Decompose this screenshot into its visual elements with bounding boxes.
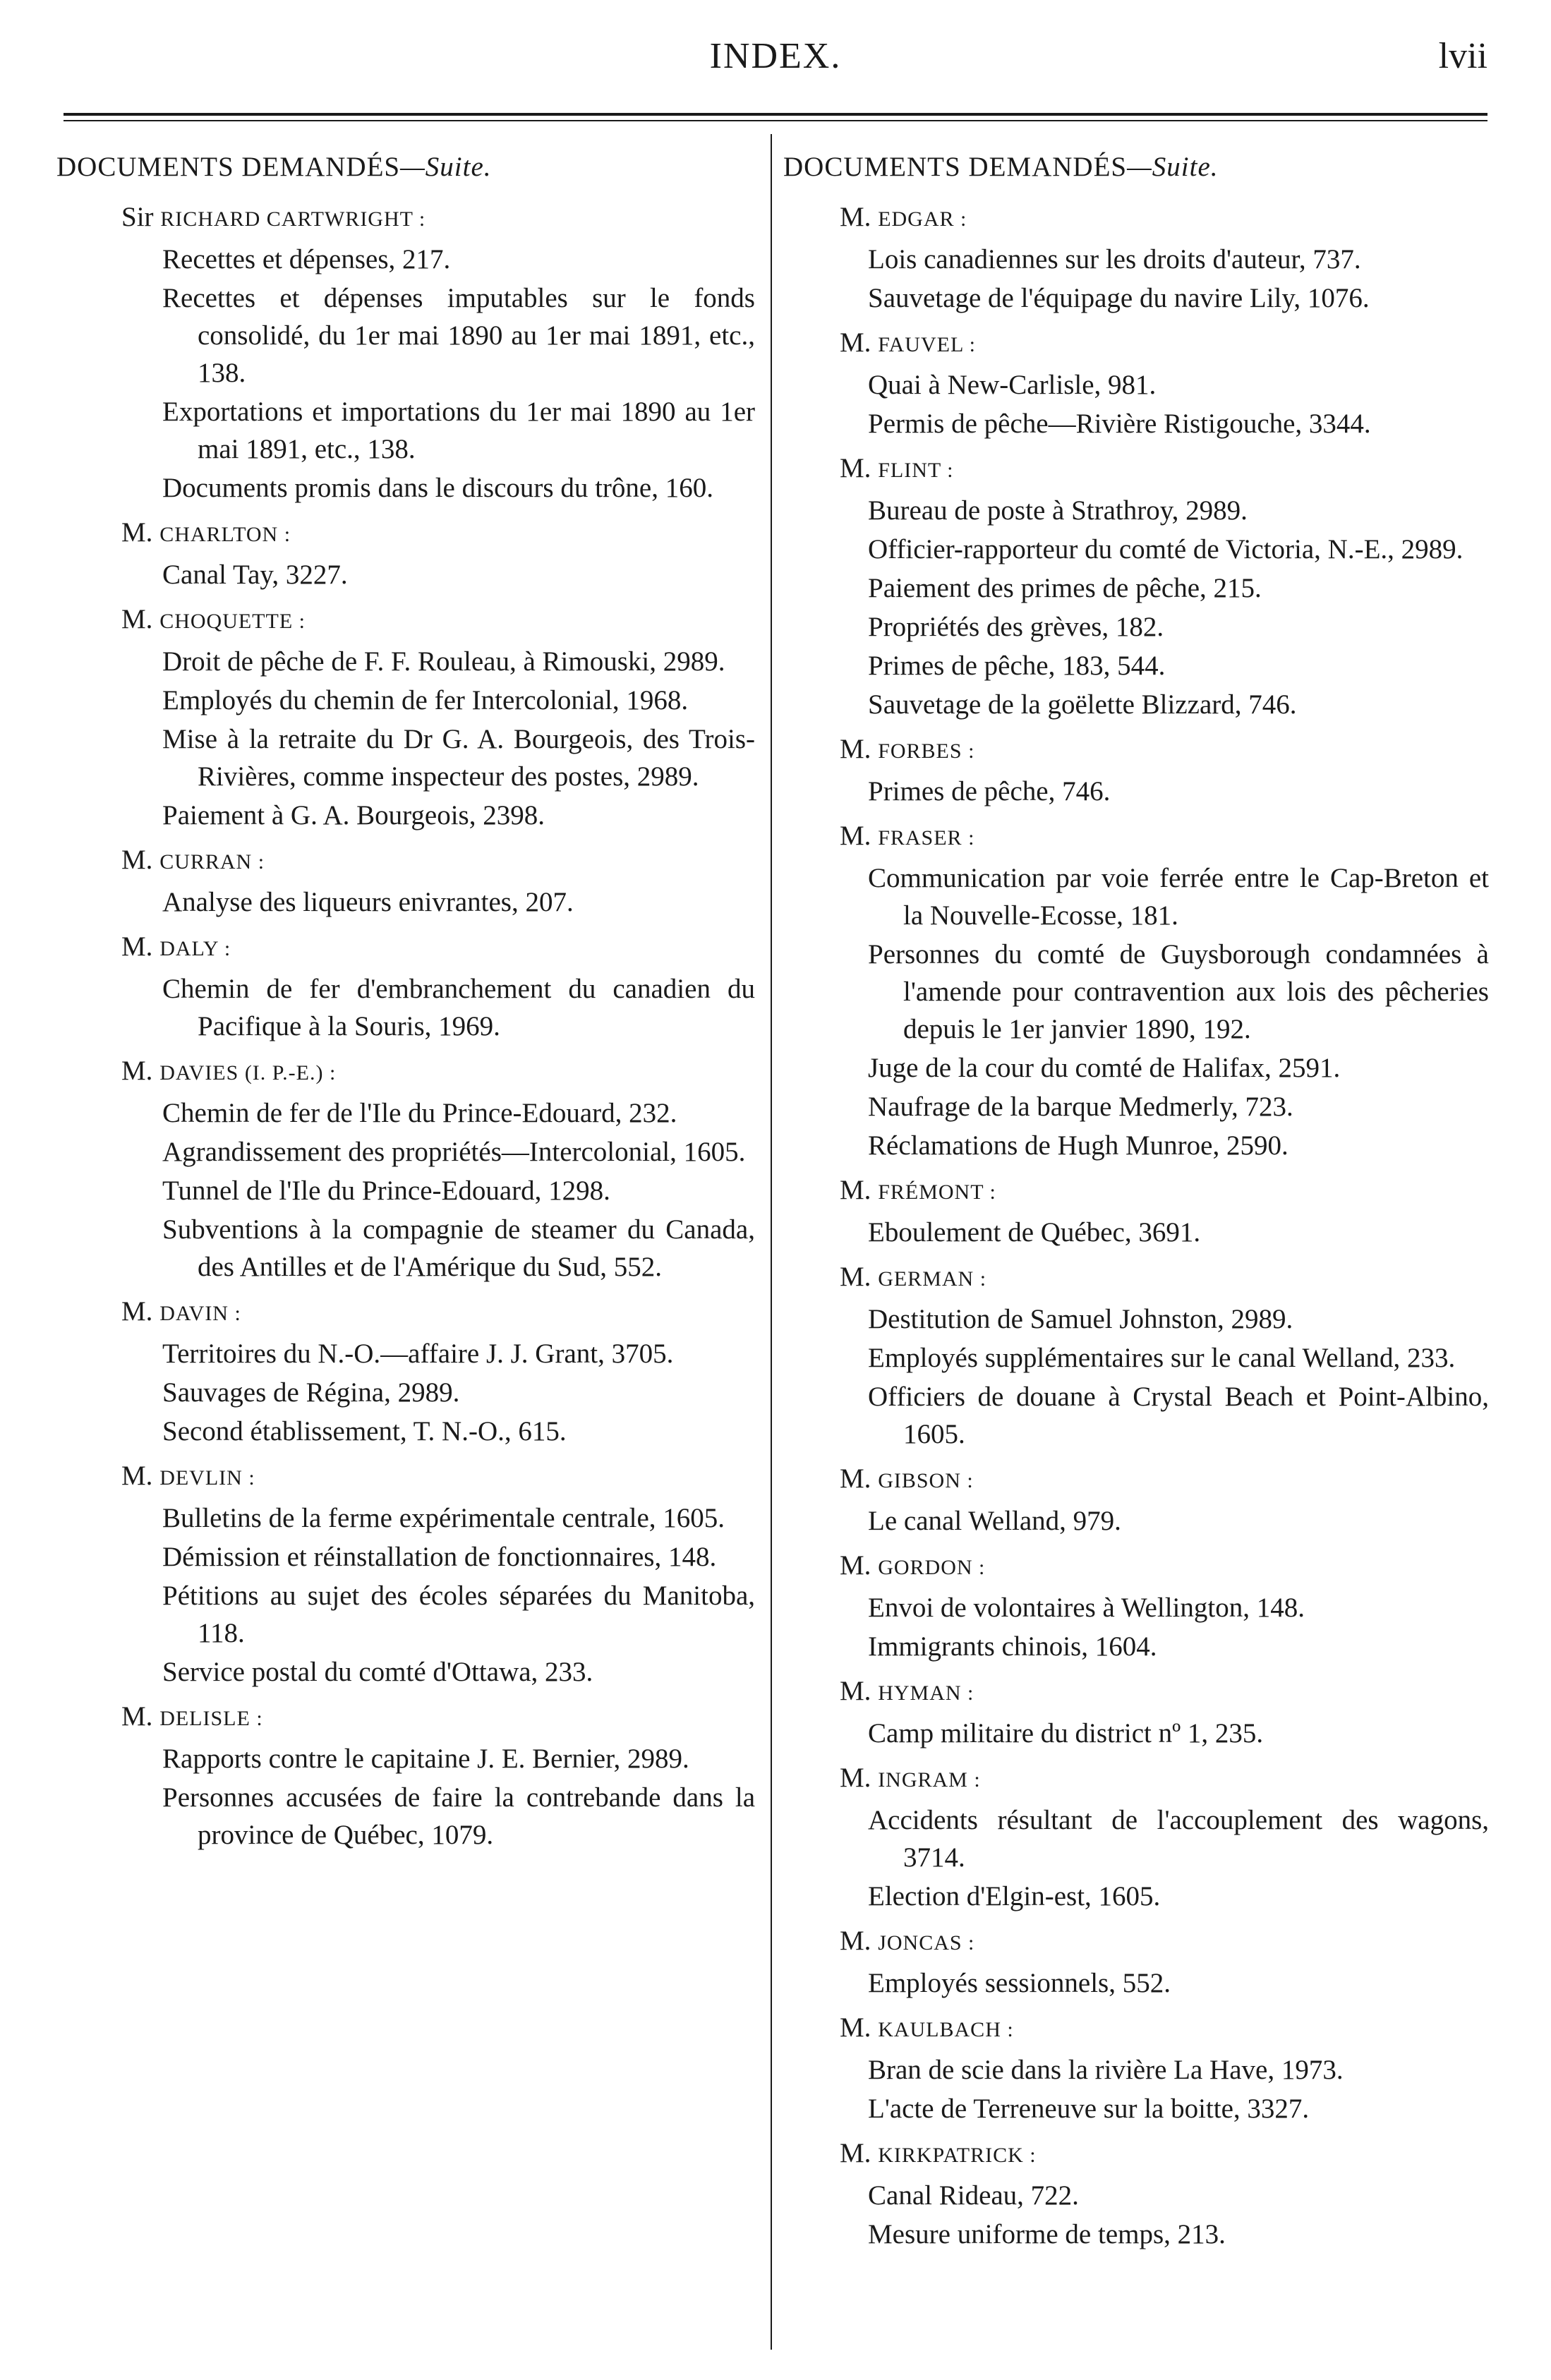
index-member: [783, 2009, 1489, 2127]
page-title: INDEX.: [709, 36, 842, 76]
member-surname: GORDON :: [878, 1556, 986, 1579]
index-entry: Documents promis dans le discours du trône, 160.: [162, 473, 713, 503]
member-list: [783, 198, 1489, 2253]
index-entry: Bran de scie dans la rivière La Have, 1973.: [868, 2055, 1344, 2085]
member-title: M.: [840, 1463, 871, 1494]
member-list: [56, 198, 755, 1854]
index-entry: Mise à la retraite du Dr G. A. Bourgeois, des Trois-Rivières, comme inspecteur des postes, 2989.: [162, 724, 755, 792]
index-entry: Bulletins de la ferme expérimentale centrale, 1605.: [162, 1503, 725, 1533]
member-title: M.: [121, 604, 153, 634]
index-entry: Le canal Welland, 979.: [868, 1506, 1121, 1536]
member-surname: DAVIES (I. P.-E.) :: [159, 1061, 337, 1085]
member-title: M.: [840, 2138, 871, 2168]
member-title: M.: [840, 202, 871, 232]
index-entry: Subventions à la compagnie de steamer du Canada, des Antilles et de l'Amérique du Sud, 552.: [162, 1214, 755, 1282]
index-entry: Paiement à G. A. Bourgeois, 2398.: [162, 800, 545, 830]
index-entry: Employés sessionnels, 552.: [868, 1968, 1171, 1998]
index-entry: Service postal du comté d'Ottawa, 233.: [162, 1657, 593, 1687]
column-divider: [771, 134, 772, 2350]
index-member: [56, 1457, 755, 1691]
member-name: [783, 449, 1489, 489]
member-surname: KAULBACH :: [878, 2018, 1014, 2041]
member-surname: FLINT :: [878, 459, 954, 482]
index-entry: Canal Tay, 3227.: [162, 560, 348, 590]
index-entry: Accidents résultant de l'accouplement des wagons, 3714.: [868, 1805, 1489, 1873]
index-entry: Droit de pêche de F. F. Rouleau, à Rimouski, 2989.: [162, 646, 725, 677]
index-entry: Immigrants chinois, 1604.: [868, 1631, 1157, 1662]
member-surname: DELISLE :: [159, 1707, 263, 1730]
index-member: [56, 1293, 755, 1450]
member-title: M.: [121, 845, 153, 875]
member-title: M.: [840, 1175, 871, 1205]
member-title: M.: [840, 2012, 871, 2043]
index-entry: Analyse des liqueurs enivrantes, 207.: [162, 887, 574, 917]
member-name: [783, 324, 1489, 363]
member-title: M.: [121, 931, 153, 962]
index-member: [783, 449, 1489, 723]
index-member: [783, 1759, 1489, 1915]
header-rule-thin: [64, 120, 1487, 121]
index-member: [56, 841, 755, 921]
member-title: M.: [840, 1676, 871, 1706]
member-title: M.: [840, 1262, 871, 1292]
index-member: [783, 1672, 1489, 1752]
index-entry: Naufrage de la barque Medmerly, 723.: [868, 1092, 1293, 1122]
index-entry: Chemin de fer de l'Ile du Prince-Edouard, 232.: [162, 1098, 677, 1128]
index-entry: Lois canadiennes sur les droits d'auteur, 737.: [868, 244, 1361, 274]
member-surname: CHOQUETTE :: [159, 610, 306, 633]
member-surname: DEVLIN :: [159, 1466, 255, 1490]
index-entry: Recettes et dépenses imputables sur le fonds consolidé, du 1er mai 1890 au 1er mai 1891, etc., 138.: [162, 283, 755, 388]
index-entry: Tunnel de l'Ile du Prince-Edouard, 1298.: [162, 1176, 610, 1206]
member-surname: FRASER :: [878, 826, 975, 850]
index-member: [783, 730, 1489, 810]
index-entry: L'acte de Terreneuve sur la boitte, 3327.: [868, 2094, 1310, 2124]
member-surname: HYMAN :: [878, 1681, 974, 1705]
index-member: [783, 1922, 1489, 2002]
index-entry: Démission et réinstallation de fonctionnaires, 148.: [162, 1542, 717, 1572]
index-entry: Primes de pêche, 183, 544.: [868, 651, 1166, 681]
index-member: [56, 1052, 755, 1286]
member-title: M.: [121, 1461, 153, 1491]
index-entry: Second établissement, T. N.-O., 615.: [162, 1416, 567, 1446]
index-entry: Sauvetage de la goëlette Blizzard, 746.: [868, 689, 1297, 720]
member-name: [783, 1460, 1489, 1499]
member-name: [56, 600, 755, 640]
index-entry: Election d'Elgin-est, 1605.: [868, 1881, 1161, 1911]
index-member: [783, 198, 1489, 317]
member-surname: EDGAR :: [878, 207, 967, 231]
member-surname: DALY :: [159, 937, 231, 960]
member-title: M.: [840, 453, 871, 483]
index-entry: Chemin de fer d'embranchement du canadien du Pacifique à la Souris, 1969.: [162, 974, 755, 1041]
member-surname: FRÉMONT :: [878, 1180, 996, 1204]
member-name: [56, 1698, 755, 1737]
index-entry: Territoires du N.-O.—affaire J. J. Grant, 3705.: [162, 1339, 674, 1369]
index-entry: Sauvages de Régina, 2989.: [162, 1377, 460, 1408]
member-name: [56, 1052, 755, 1092]
member-name: [783, 730, 1489, 770]
index-entry: Exportations et importations du 1er mai 1890 au 1er mai 1891, etc., 138.: [162, 397, 755, 464]
index-member: [783, 2134, 1489, 2253]
member-name: [56, 198, 755, 238]
index-entry: Destitution de Samuel Johnston, 2989.: [868, 1304, 1293, 1334]
member-name: [783, 2009, 1489, 2048]
member-name: [56, 841, 755, 881]
index-member: [56, 1698, 755, 1854]
member-surname: GIBSON :: [878, 1469, 974, 1492]
member-title: M.: [840, 1550, 871, 1581]
index-entry: Sauvetage de l'équipage du navire Lily, 1076.: [868, 283, 1370, 313]
index-entry: Employés supplémentaires sur le canal Welland, 233.: [868, 1343, 1456, 1373]
index-entry: Eboulement de Québec, 3691.: [868, 1217, 1201, 1248]
index-member: [56, 600, 755, 834]
member-name: [56, 928, 755, 967]
index-entry: Agrandissement des propriétés—Intercolonial, 1605.: [162, 1137, 746, 1167]
member-surname: CHARLTON :: [159, 523, 291, 546]
member-surname: FAUVEL :: [878, 333, 977, 356]
index-entry: Juge de la cour du comté de Halifax, 2591.: [868, 1053, 1341, 1083]
member-surname: INGRAM :: [878, 1768, 981, 1792]
member-name: [783, 1171, 1489, 1211]
section-heading-text: DOCUMENTS DEMANDÉS: [56, 152, 401, 182]
index-member: [783, 817, 1489, 1164]
member-name: [783, 1922, 1489, 1962]
member-surname: JONCAS :: [878, 1931, 975, 1955]
member-title: M.: [121, 1056, 153, 1086]
index-entry: Propriétés des grèves, 182.: [868, 612, 1164, 642]
index-member: [783, 1171, 1489, 1251]
member-title: M.: [840, 1926, 871, 1956]
index-entry: Permis de pêche—Rivière Ristigouche, 3344.: [868, 409, 1371, 439]
member-surname: CURRAN :: [159, 850, 265, 874]
index-entry: Rapports contre le capitaine J. E. Bernier, 2989.: [162, 1744, 689, 1774]
member-surname: KIRKPATRICK :: [878, 2144, 1037, 2167]
member-name: [56, 1457, 755, 1497]
member-name: [783, 1672, 1489, 1712]
index-member: [783, 1547, 1489, 1665]
left-column: [56, 148, 755, 1855]
section-heading: [783, 148, 1489, 186]
member-title: M.: [121, 1296, 153, 1327]
member-title: M.: [840, 821, 871, 851]
section-heading-text: DOCUMENTS DEMANDÉS: [783, 152, 1128, 182]
member-name: [56, 514, 755, 553]
index-entry: Pétitions au sujet des écoles séparées du Manitoba, 118.: [162, 1581, 755, 1648]
running-head: [64, 14, 1487, 85]
index-entry: Quai à New-Carlisle, 981.: [868, 370, 1157, 400]
member-name: [56, 1293, 755, 1332]
member-name: [783, 1547, 1489, 1586]
index-entry: Envoi de volontaires à Wellington, 148.: [868, 1593, 1305, 1623]
section-heading: [56, 148, 755, 186]
index-entry: Officiers de douane à Crystal Beach et Point-Albino, 1605.: [868, 1382, 1489, 1449]
index-member: [783, 1258, 1489, 1453]
index-entry: Officier-rapporteur du comté de Victoria, N.-E., 2989.: [868, 534, 1464, 564]
index-entry: Employés du chemin de fer Intercolonial, 1968.: [162, 685, 689, 715]
member-surname: DAVIN :: [159, 1302, 241, 1325]
member-title: M.: [121, 517, 153, 548]
member-surname: GERMAN :: [878, 1267, 987, 1291]
member-title: Sir: [121, 202, 154, 232]
header-rule-thick: [64, 113, 1487, 116]
member-name: [783, 1759, 1489, 1799]
index-entry: Primes de pêche, 746.: [868, 776, 1111, 807]
member-name: [783, 1258, 1489, 1298]
index-entry: Personnes accusées de faire la contrebande dans la province de Québec, 1079.: [162, 1782, 755, 1850]
index-member: [783, 324, 1489, 442]
member-name: [783, 198, 1489, 238]
section-heading-suffix: —Suite.: [400, 152, 492, 182]
index-member: [56, 928, 755, 1045]
index-entry: Recettes et dépenses, 217.: [162, 244, 451, 274]
member-name: [783, 2134, 1489, 2174]
section-heading-suffix: —Suite.: [1127, 152, 1219, 182]
index-entry: Bureau de poste à Strathroy, 2989.: [868, 495, 1248, 526]
index-entry: Camp militaire du district nº 1, 235.: [868, 1718, 1264, 1748]
member-title: M.: [840, 734, 871, 764]
index-entry: Paiement des primes de pêche, 215.: [868, 573, 1262, 603]
page-number: lvii: [1438, 36, 1487, 76]
index-member: [56, 198, 755, 507]
member-surname: FORBES :: [878, 739, 975, 763]
index-member: [783, 1460, 1489, 1540]
index-entry: Canal Rideau, 722.: [868, 2180, 1079, 2211]
member-title: M.: [840, 327, 871, 358]
member-surname: RICHARD CARTWRIGHT :: [160, 207, 426, 231]
member-title: M.: [840, 1763, 871, 1793]
member-name: [783, 817, 1489, 857]
index-member: [56, 514, 755, 593]
right-column: [783, 148, 1489, 2254]
index-entry: Personnes du comté de Guysborough condamnées à l'amende pour contravention aux lois des pêcheries depuis le 1er janvier 1890, 192.: [868, 939, 1489, 1044]
member-title: M.: [121, 1701, 153, 1732]
index-entry: Communication par voie ferrée entre le Cap-Breton et la Nouvelle-Ecosse, 181.: [868, 863, 1489, 931]
index-entry: Mesure uniforme de temps, 213.: [868, 2219, 1226, 2249]
index-entry: Réclamations de Hugh Munroe, 2590.: [868, 1130, 1289, 1161]
